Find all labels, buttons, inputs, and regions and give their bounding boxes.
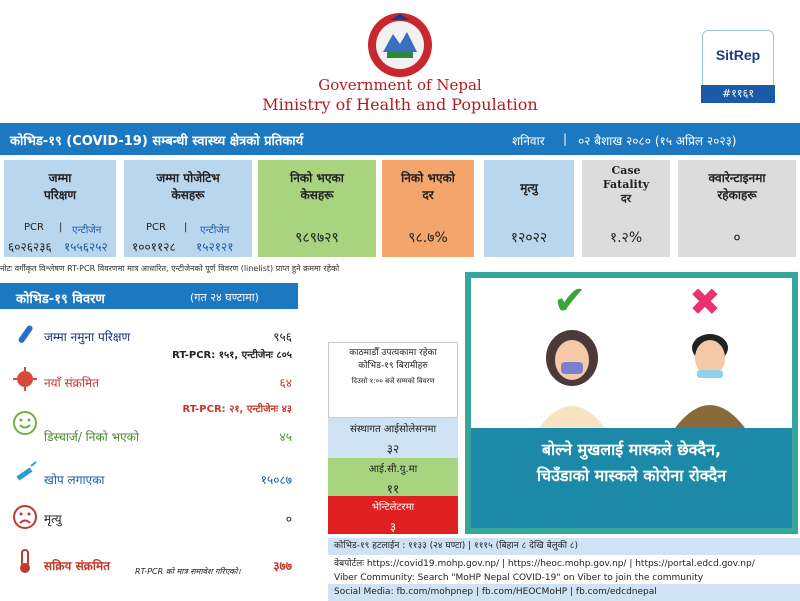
web-portals[interactable]: वेबपोर्टलः https://covid19.mohp.gov.np/ | https://heoc.mohp.gov.np/ | https://portal.edcd.gov.np/	[328, 556, 800, 573]
test-tube-icon	[12, 322, 38, 348]
row-footnote-active: RT-PCR को मात्र समावेश गरिएको।	[135, 567, 241, 576]
detail-subtitle: (गत २४ घण्टामा)	[190, 291, 259, 304]
poster-slogan-line2: चिउँडाको मास्कले कोरोना रोक्दैन	[536, 466, 727, 485]
nepal-emblem-icon	[365, 10, 435, 80]
poster-slogan-band	[471, 428, 792, 528]
card-quarantine	[678, 160, 796, 257]
row-label-deaths: मृत्यु	[44, 512, 62, 526]
card-title: निको भएको	[401, 171, 455, 185]
thermometer-icon	[12, 548, 38, 574]
row-label-tests: जम्मा नमुना परिक्षण	[44, 330, 131, 344]
kathmandu-time-note: दिउसो १:०० बजे सम्मको विवरण	[351, 377, 435, 385]
kathmandu-heading: काठमाडौँ उपत्यकामा रहेका कोभिड-१९ बिरामीहरु	[349, 348, 437, 371]
banner-date: ०२ बैशाख २०८० (१५ अप्रिल २०२३)	[578, 134, 737, 148]
card-title: जम्मा	[48, 171, 72, 185]
woman-illustration-icon	[529, 328, 615, 428]
row-label-new-cases: नयाँ संक्रमित	[44, 376, 99, 390]
card-recovery-rate	[382, 160, 474, 257]
banner-day: शनिवार	[512, 134, 545, 148]
isolation-label: संस्थागत आईसोलेसनमा	[349, 424, 437, 435]
syringe-icon	[12, 460, 38, 486]
card-title: मृत्यु	[520, 181, 538, 195]
card-title: दर	[422, 188, 434, 202]
card-title: रहेकाहरू	[717, 188, 757, 202]
row-value-active: ३७७	[273, 559, 292, 573]
row-sub-tests: RT-PCR: १५१, एन्टीजेनः ८०५	[172, 350, 292, 361]
card-title: केसहरू	[300, 188, 334, 202]
ministry-title: Ministry of Health and Population	[262, 95, 538, 114]
banner-title: कोभिड-१९ (COVID-19) सम्बन्धी स्वास्थ्य क्षेत्रको प्रतिकार्य	[10, 134, 304, 149]
ventilator-box	[328, 496, 458, 534]
antigen-label: एन्टीजेन	[72, 225, 102, 236]
isolation-value: ३२	[386, 442, 400, 456]
card-value: ०	[733, 230, 741, 246]
kathmandu-panel	[328, 342, 458, 418]
icu-box	[328, 458, 458, 496]
pcr-label: PCR	[24, 222, 44, 233]
footnote-classification: नोटः वर्गीकृत विश्लेषण RT-PCR विवरणमा मात्र आधारित, एन्टीजेनको पूर्ण विवरण (linelist) प्राप्त हुने क्रममा रहेको	[0, 264, 340, 273]
antigen-value: १५२१२१	[196, 240, 234, 254]
row-value-deaths: ०	[285, 512, 292, 526]
hotline-info: कोभिड-१९ हटलाईन : ११३३ (२४ घण्टा) | १११५ (बिहान ८ देखि बेलुकी ८)	[328, 538, 800, 555]
ventilator-value: ३	[389, 520, 397, 534]
row-value-new-cases: ६४	[279, 376, 292, 390]
card-title: जम्मा पोजेटिभ	[156, 171, 220, 185]
card-total-positive	[124, 160, 252, 257]
pcr-label: PCR	[146, 222, 166, 233]
separator: |	[184, 222, 188, 233]
mask-awareness-poster	[465, 272, 798, 534]
pcr-value: ६०२६२३६	[8, 240, 52, 254]
cross-mark-icon: ✖	[689, 280, 721, 324]
card-title: Case	[611, 164, 641, 177]
row-label-active: सक्रिय संक्रमित	[44, 559, 111, 573]
ventilator-label: भेन्टिलेटरमा	[371, 502, 415, 513]
government-title: Government of Nepal	[318, 76, 482, 94]
antigen-value: १५५६२५२	[64, 240, 108, 254]
row-label-discharge: डिस्चार्ज/ निको भएको	[44, 430, 139, 444]
detail-title: कोभिड-१९ विवरण	[16, 292, 105, 307]
detail-header	[0, 283, 298, 309]
row-value-vaccinated: १५०८७	[260, 473, 292, 487]
row-label-vaccinated: खोप लगाएका	[44, 473, 105, 487]
sad-face-icon	[12, 504, 38, 530]
title-banner	[0, 123, 800, 155]
card-title: क्वारेन्टाइनमा	[708, 171, 766, 185]
separator: |	[59, 222, 63, 233]
card-deaths	[484, 160, 574, 257]
card-value: १२०२२	[510, 230, 548, 246]
card-title: परिक्षण	[43, 188, 77, 202]
row-sub-new-cases: RT-PCR: २१, एन्टीजेनः ४३	[182, 404, 292, 415]
man-illustration-icon	[667, 326, 753, 428]
icu-value: ११	[386, 482, 400, 496]
banner-separator: |	[563, 132, 568, 146]
social-media-links[interactable]: Social Media: fb.com/mohpnep | fb.com/HEOCMoHP | fb.com/edcdnepal	[328, 584, 800, 601]
card-title: निको भएका	[290, 171, 344, 185]
poster-slogan-line1: बोल्ने मुखलाई मास्कले छेक्दैन,	[541, 440, 722, 459]
card-value: ९८.७%	[408, 230, 448, 246]
check-mark-icon: ✔	[553, 278, 587, 324]
sitrep-badge	[702, 30, 774, 100]
card-case-fatality	[582, 160, 670, 257]
card-value: १.२%	[609, 230, 643, 246]
card-title: दर	[620, 192, 632, 205]
card-total-tests	[4, 160, 116, 257]
sitrep-number: #११६१	[701, 85, 775, 103]
card-title: Fatality	[602, 178, 650, 191]
virus-icon	[12, 366, 38, 392]
sitrep-label: SitRep	[715, 47, 761, 63]
card-recovered	[258, 160, 376, 257]
smiley-icon	[12, 410, 38, 436]
isolation-box	[328, 418, 458, 458]
antigen-label: एन्टीजेन	[200, 225, 230, 236]
row-value-discharge: ४५	[279, 430, 292, 444]
card-value: ९८९७२९	[295, 230, 339, 246]
pcr-value: १००११२८	[132, 240, 176, 254]
row-value-tests: ९५६	[273, 330, 292, 344]
icu-label: आई.सी.यु.मा	[368, 464, 418, 475]
viber-community: Viber Community: Search "MoHP Nepal COVID-19" on Viber to join the community	[328, 570, 800, 587]
card-title: केसहरू	[171, 188, 205, 202]
